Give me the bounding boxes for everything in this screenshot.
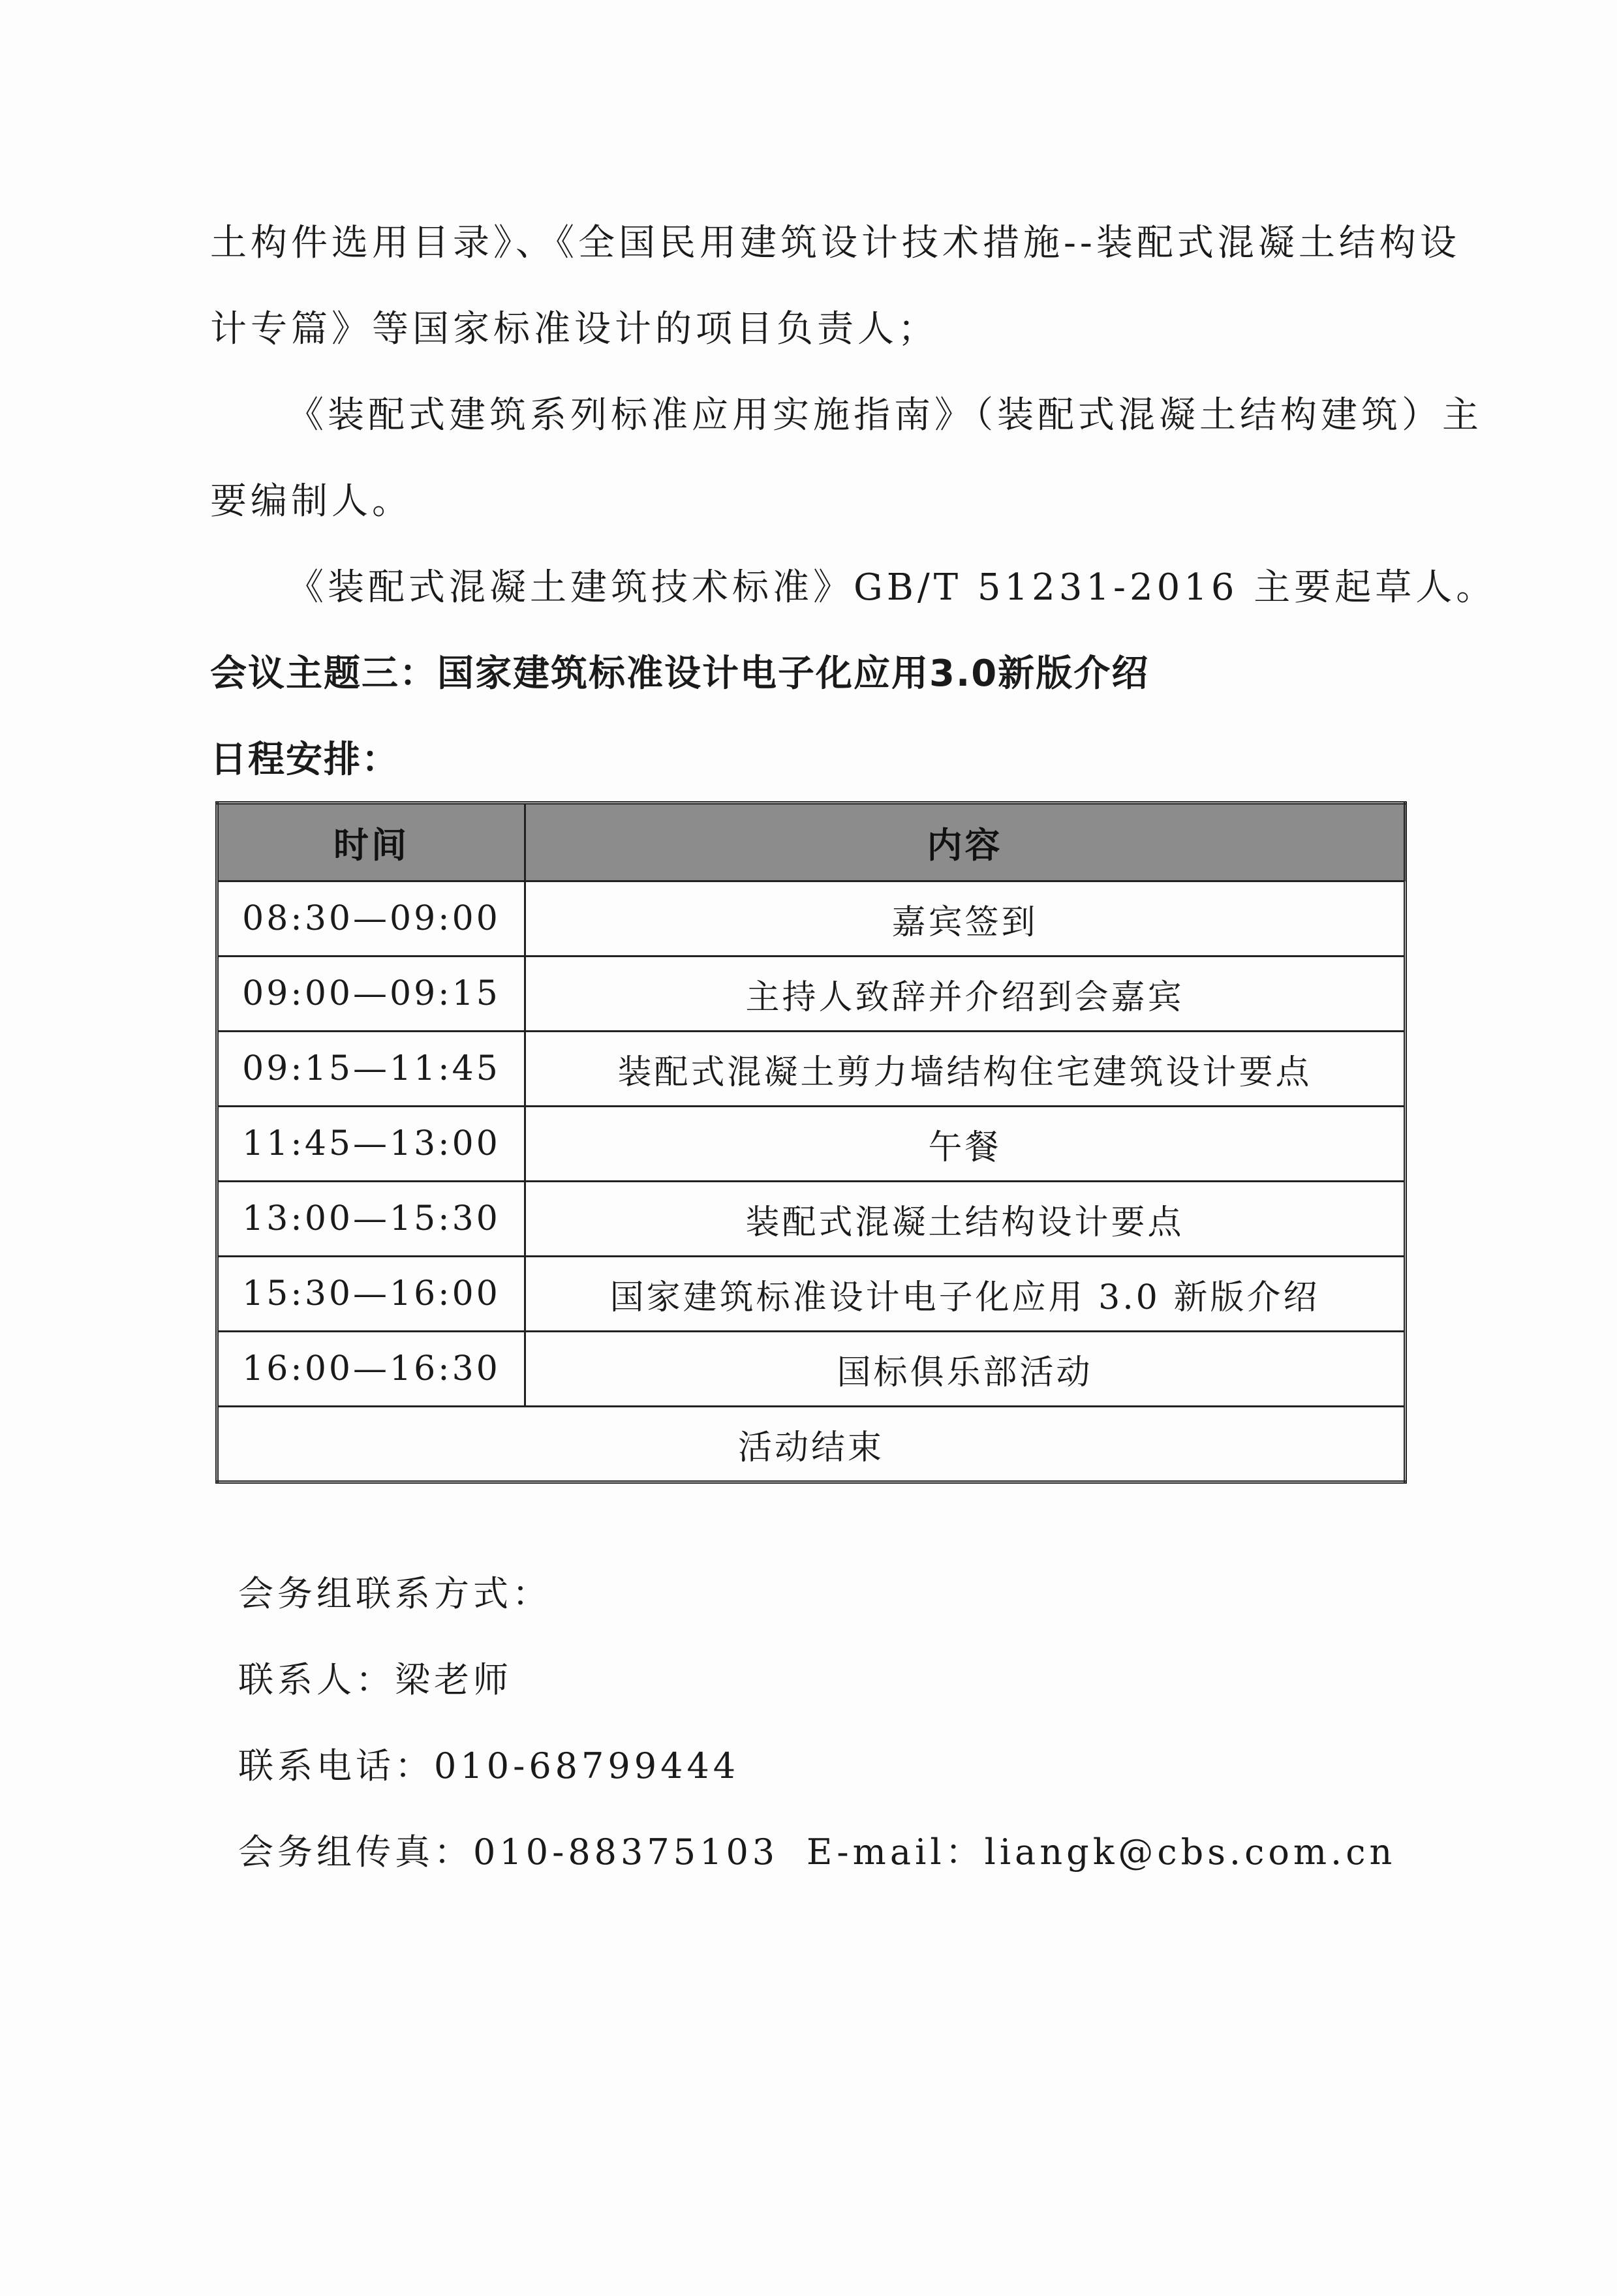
row-content: 主持人致辞并介绍到会嘉宾	[525, 957, 1406, 1032]
paragraph-line: 土构件选用目录》、《全国民用建筑设计技术措施--装配式混凝土结构设	[210, 222, 1460, 264]
row-content: 装配式混凝土结构设计要点	[525, 1182, 1406, 1257]
schedule-table	[215, 801, 1407, 1484]
contact-phone: 联系电话：010-68799444	[238, 1745, 740, 1786]
row-time: 16:00—16:30	[217, 1332, 525, 1407]
table-row	[217, 957, 1406, 1032]
row-time: 13:00—15:30	[217, 1182, 525, 1257]
row-content: 国家建筑标准设计电子化应用 3.0 新版介绍	[525, 1257, 1406, 1332]
row-content: 午餐	[525, 1107, 1406, 1182]
table-row	[217, 1107, 1406, 1182]
row-content: 装配式混凝土剪力墙结构住宅建筑设计要点	[525, 1032, 1406, 1107]
table-row	[217, 1257, 1406, 1332]
header-time: 时间	[217, 803, 525, 881]
table-footer-row	[217, 1407, 1406, 1482]
contact-person: 联系人：梁老师	[238, 1659, 512, 1700]
table-header-row	[217, 803, 1406, 881]
contact-title: 会务组联系方式：	[238, 1573, 551, 1614]
row-time: 09:00—09:15	[217, 957, 525, 1032]
row-time: 11:45—13:00	[217, 1107, 525, 1182]
row-time: 09:15—11:45	[217, 1032, 525, 1107]
table-row	[217, 1182, 1406, 1257]
contact-email: E-mail：liangk@cbs.com.cn	[807, 1831, 1396, 1873]
paragraph-line: 要编制人。	[210, 480, 412, 523]
meeting-theme-heading: 会议主题三：国家建筑标准设计电子化应用3.0新版介绍	[210, 652, 1150, 695]
paragraph-line: 《装配式建筑系列标准应用实施指南》（装配式混凝土结构建筑）主	[287, 394, 1483, 436]
row-content: 国标俱乐部活动	[525, 1332, 1406, 1407]
row-content: 嘉宾签到	[525, 881, 1406, 957]
table-row	[217, 1332, 1406, 1407]
paragraph-line: 《装配式混凝土建筑技术标准》GB/T 51231-2016 主要起草人。	[287, 566, 1497, 609]
row-time: 15:30—16:00	[217, 1257, 525, 1332]
paragraph-line: 计专篇》等国家标准设计的项目负责人；	[210, 308, 938, 350]
schedule-heading: 日程安排：	[210, 739, 399, 781]
table-row	[217, 881, 1406, 957]
row-time: 08:30—09:00	[217, 881, 525, 957]
contact-fax: 会务组传真：010-88375103	[238, 1831, 779, 1873]
activity-end: 活动结束	[217, 1407, 1406, 1482]
table-row	[217, 1032, 1406, 1107]
header-content: 内容	[525, 803, 1406, 881]
